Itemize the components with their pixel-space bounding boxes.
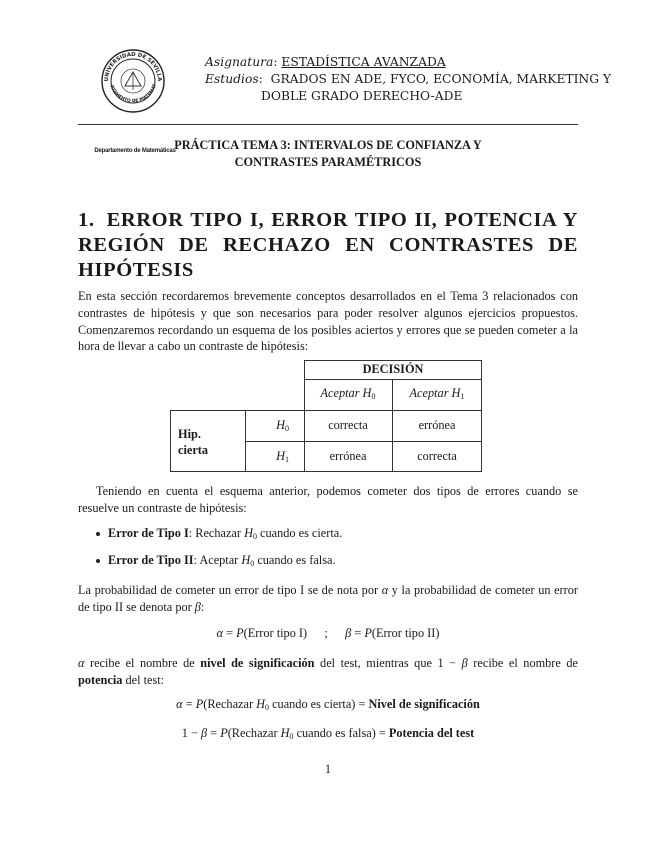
bullet-dot-icon <box>96 559 100 563</box>
estudios-row-2 <box>205 88 611 105</box>
intro-paragraph: En esta sección recordaremos brevemente conceptos desarrollados en el Tema 3 relacionados con contrastes de hipótesis y que son necesarios para poder resolver algunos ejercicios propuestos. Comenzaremos recordando un esquema de los posibles aciertos y errores que se pueden cometer a la hora de llevar a cabo un contraste de hipótesis: <box>78 289 578 354</box>
department-label: Departamento de Matemáticas <box>94 148 176 154</box>
cell-h1-accept-h0: errónea <box>329 449 367 463</box>
section-heading <box>78 208 578 283</box>
probability-paragraph: La probabilidad de cometer un error de tipo I se de nota por α y la probabilidad de cometer un error de tipo II se denota por β: <box>78 583 578 614</box>
row-header-hip-cierta: Hip. cierta <box>178 427 209 457</box>
bullet-dot-icon <box>96 532 100 536</box>
asignatura-row: Asignatura: ESTADÍSTICA AVANZADA <box>205 55 446 69</box>
asignatura-label: Asignatura <box>205 55 274 69</box>
practice-title <box>78 137 578 171</box>
page-number: 1 <box>324 762 332 776</box>
equation-alpha-beta: α = P(Error tipo I) ; β = P(Error tipo II) <box>216 626 440 640</box>
errors-intro-paragraph: Teniendo en cuenta el esquema anterior, podemos cometer dos tipos de errores cuando se resuelve un contraste de hipótesis: <box>78 484 578 515</box>
row-label-h0: $H_0$ <box>276 418 289 433</box>
equation-power: 1 − β = P(Rechazar $H_0$ cuando es falsa) = Potencia del test <box>181 726 475 741</box>
asignatura-value: ESTADÍSTICA AVANZADA <box>281 55 446 69</box>
page: UNIVERSIDAD DE SEVILLA RTAMENTO DE MATEMÁT Departamento de Matemáticas Asignatura: ESTADÍSTICA AVANZADA Estudios: GRADOS EN ADE, FYCO, ECONOMÍA, MARKETING Y DOBLE GRADO DERECHO-ADE PRÁCTICA TEMA 3: INTERVALOS DE CONFIANZA Y CONTRASTES PARAMÉTRICOS 1. ERROR TIPO I, ERROR TIPO II, POTENCIA Y REGIÓN DE RECHAZO EN CONTRASTES DE HIPÓTESIS En esta sección recordaremos brevemente conceptos desarrollados en el Tema 3 relacionados con contrastes de hipótesis y que son necesarios para poder resolver algunos ejercicios propuestos. Comenzaremos recordando un esquema de los posibles aciertos y errores que se pueden cometer a la hora de llevar a cabo un contraste de hipótesis: DECISIÓN Aceptar $H_0$ Aceptar $H_1$ Hip. cierta $H_0$ $H_1$ correcta errónea errónea correcta Teniendo en cuenta el esquema anterior, podemos cometer dos tipos de errores cuando se resuelve un contraste de hipótesis: Error de Tipo I: Rechazar $H_0$ cuando es cierta. Error de Tipo II: Aceptar $H_0$ cuando es falsa. La probabilidad de cometer un error de tipo I se de nota por α y la probabilidad de cometer un error de tipo II se denota por β: α = P(Error tipo I) ; β = P(Error tipo II) α recibe el nombre de nivel de significación del test, mientras que 1 − β recibe el nombre de potencia del test: α = P(Rechazar $H_0$ cuando es cierta) = Nivel de significación 1 − β = P(Rechazar $H_0$ cuando es falsa) = Potencia del test 1 <box>0 0 655 848</box>
equation-significance: α = P(Rechazar $H_0$ cuando es cierta) = Nivel de significación <box>176 697 480 712</box>
practice-title-line-2: CONTRASTES PARAMÉTRICOS <box>234 155 422 169</box>
header-accept-h0: Aceptar $H_0$ <box>320 386 376 401</box>
practice-title-line-1: PRÁCTICA TEMA 3: INTERVALOS DE CONFIANZA Y <box>174 138 482 152</box>
estudios-row: Estudios: GRADOS EN ADE, FYCO, ECONOMÍA, MARKETING Y <box>205 72 612 86</box>
university-seal-icon <box>100 48 166 114</box>
seal-text-bottom: RTAMENTO DE MATEMÁT <box>108 83 159 105</box>
section-number: 1. <box>78 209 95 231</box>
decision-header: DECISIÓN <box>362 362 424 376</box>
decision-table <box>170 360 482 472</box>
cell-h0-accept-h1: errónea <box>418 418 456 432</box>
cell-h0-accept-h0: correcta <box>328 418 368 432</box>
seal-text-top: UNIVERSIDAD DE SEVILLA <box>103 51 163 82</box>
estudios-value-1: GRADOS EN ADE, FYCO, ECONOMÍA, MARKETING Y <box>270 72 612 86</box>
estudios-label: Estudios <box>205 72 259 86</box>
row-label-h1: $H_1$ <box>276 449 289 464</box>
header-rule <box>78 124 578 125</box>
section-title-text: ERROR TIPO I, ERROR TIPO II, POTENCIA Y REGIÓN DE RECHAZO EN CONTRASTES DE HIPÓTESIS <box>78 209 578 281</box>
significance-paragraph: α recibe el nombre de nivel de significación del test, mientras que 1 − β recibe el nombre de potencia del test: <box>78 656 579 687</box>
header-accept-h1: Aceptar $H_1$ <box>409 386 465 401</box>
course-info <box>205 54 611 105</box>
cell-h1-accept-h1: correcta <box>417 449 457 463</box>
estudios-value-2: DOBLE GRADO DERECHO-ADE <box>261 89 463 103</box>
